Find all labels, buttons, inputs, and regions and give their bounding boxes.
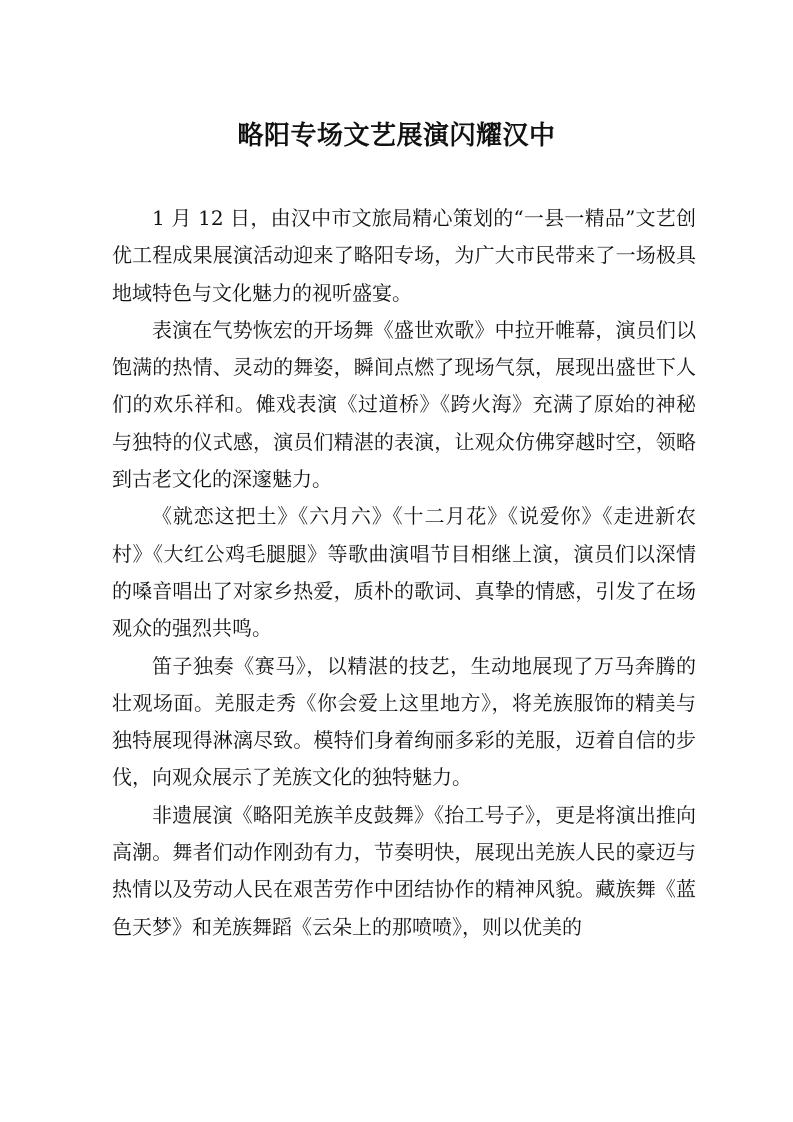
paragraph-1: 1 月 12 日，由汉中市文旅局精心策划的“一县一精品”文艺创优工程成果展演活动迎来了略阳专场，为广大市民带来了一场极具地域特色与文化魅力的视听盛宴。 [112,206,696,305]
paragraph-5: 非遗展演《略阳羌族羊皮鼓舞》《抬工号子》，更是将演出推向高潮。舞者们动作刚劲有力，节奏明快，展现出羌族人民的豪迈与热情以及劳动人民在艰苦劳作中团结协作的精神风貌。藏族舞《蓝色天梦》和羌族舞蹈《云朵上的那喷喷》，则以优美的 [112,802,696,939]
paragraph-4: 笛子独奏《赛马》，以精湛的技艺，生动地展现了万马奔腾的壮观场面。羌服走秀《你会爱上这里地方》，将羌族服饰的精美与独特展现得淋漓尽致。模特们身着绚丽多彩的羌服，迈着自信的步伐，向观众展示了羌族文化的独特魅力。 [112,653,696,790]
paragraph-3: 《就恋这把土》《六月六》《十二月花》《说爱你》《走进新农村》《大红公鸡毛腿腿》等歌曲演唱节目相继上演，演员们以深情的嗓音唱出了对家乡热爱，质朴的歌词、真挚的情感，引发了在场观众的强烈共鸣。 [112,504,696,641]
paragraph-2: 表演在气势恢宏的开场舞《盛世欢歌》中拉开帷幕，演员们以饱满的热情、灵动的舞姿，瞬间点燃了现场气氛，展现出盛世下人们的欢乐祥和。傩戏表演《过道桥》《跨火海》充满了原始的神秘与独特的仪式感，演员们精湛的表演，让观众仿佛穿越时空，领略到古老文化的深邃魅力。 [112,317,696,492]
document-body [112,200,696,946]
document-title: 略阳专场文艺展演闪耀汉中 [237,121,556,151]
